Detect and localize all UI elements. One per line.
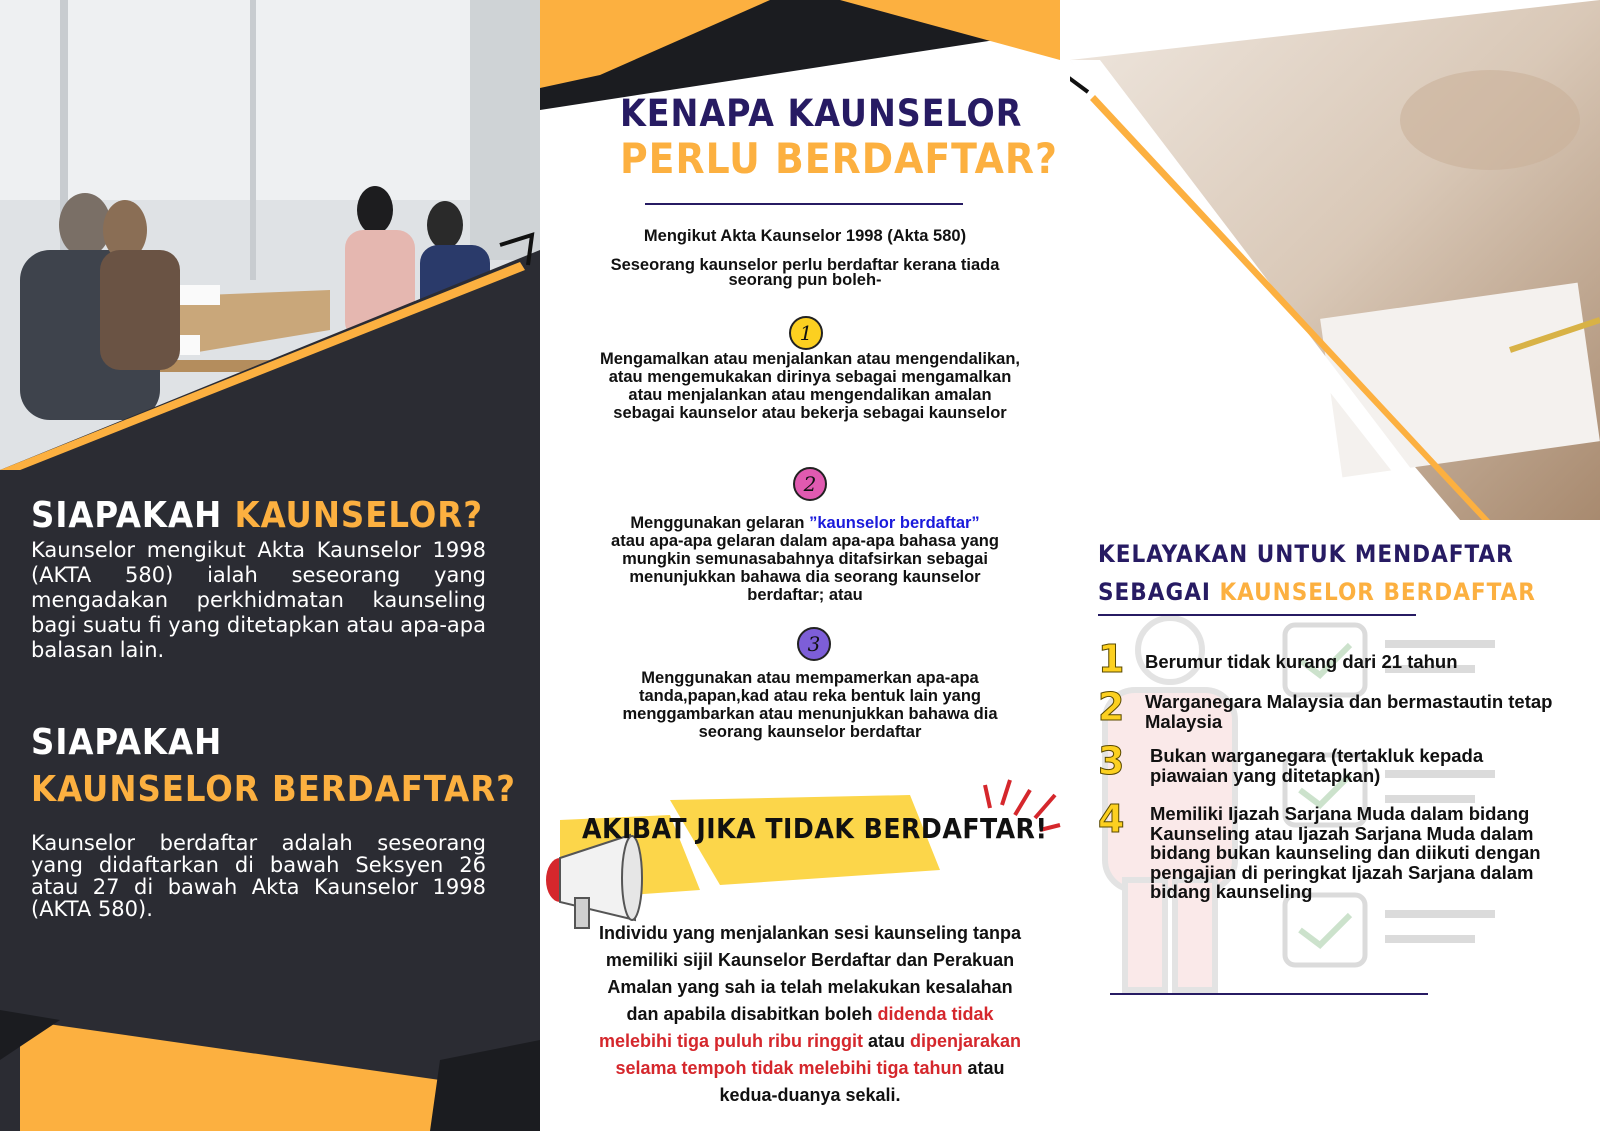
- qualification-title-line1: KELAYAKAN UNTUK MENDAFTAR: [1098, 540, 1514, 568]
- consequence-text: Individu yang menjalankan sesi kaunseling tanpa memiliki sijil Kaunselor Berdaftar dan Perakuan Amalan yang sah ia telah melakukan kesalahan dan apabila disabitkan boleh didenda tidak melebihi tiga puluh ribu ringgit atau dipenjarakan selama tempoh tidak melebihi tiga tahun atau kedua-duanya sekali.: [598, 923, 1022, 1105]
- title-underline: [645, 203, 963, 205]
- fine-text: didenda tidak melebihi tiga puluh ribu ringgit: [598, 1004, 994, 1051]
- reason-2-text: Menggunakan gelaran ”kaunselor berdaftar” atau apa-apa gelaran dalam apa-apa bahasa yang mungkin semunasabahnya ditafsirkan sebagai menunjukkan bahawa dia seorang kaunselor berdaftar; atau: [611, 514, 999, 604]
- badge-1: 1: [789, 316, 823, 350]
- counseling-photo: [0, 0, 540, 470]
- bottom-decoration: [0, 1000, 540, 1131]
- title-perlu-berdaftar: PERLU BERDAFTAR?: [620, 134, 1058, 183]
- consequence-title: AKIBAT JIKA TIDAK BERDAFTAR!: [582, 812, 1048, 845]
- heading-siapakah-kaunselor: SIAPAKAH KAUNSELOR?: [31, 495, 484, 536]
- qualification-3-text: Bukan warganegara (tertakluk kepada piawaian yang ditetapkan): [1150, 745, 1484, 786]
- paragraph-siapakah-kaunselor: Kaunselor mengikut Akta Kaunselor 1998 (AKTA 580) ialah seseorang yang mengadakan perkhidmatan kaunseling bagi suatu fi yang ditetapkan atau apa-apa balasan lain.: [31, 538, 486, 662]
- jail-text: dipenjarakan selama tempoh tidak melebihi tiga tahun: [615, 1031, 1022, 1078]
- badge-3: 3: [797, 627, 831, 661]
- reason-3-text: Menggunakan atau mempamerkan apa-apa tanda,papan,kad atau reka bentuk lain yang menggambarkan atau menunjukkan bahawa dia seorang kaunselor berdaftar: [622, 669, 998, 741]
- left-panel: [0, 0, 540, 1131]
- qualification-bottom-line: [1110, 993, 1428, 995]
- reason-1-text: Mengamalkan atau menjalankan atau mengendalikan, atau mengemukakan dirinya sebagai mengamalkan atau menjalankan atau mengendalikan amalan sebagai kaunselor atau bekerja sebagai kaunselor: [600, 350, 1020, 422]
- paragraph-kaunselor-berdaftar: Kaunselor berdaftar adalah seseorang yang didaftarkan di bawah Seksyen 26 atau 27 di bawah Akta Kaunselor 1998 (AKTA 580).: [31, 831, 486, 921]
- badge-2: 2: [793, 467, 827, 501]
- qualification-num-3: 3: [1098, 739, 1125, 783]
- qualification-underline: [1098, 614, 1416, 616]
- consequence-banner: [540, 760, 1070, 940]
- right-photo: [1070, 0, 1600, 520]
- qualification-2-text: Warganegara Malaysia dan bermastautin tetap Malaysia: [1145, 691, 1553, 732]
- heading-siapakah-2: SIAPAKAH: [31, 722, 223, 763]
- qualification-num-2: 2: [1098, 685, 1125, 729]
- qualification-4-text: Memiliki Ijazah Sarjana Muda dalam bidang Kaunseling atau Ijazah Sarjana Muda dalam bidang bukan kaunseling dan diikuti dengan pengajian di peringkat Ijazah Sarjana dalam bidang kaunseling: [1150, 803, 1541, 902]
- heading-kaunselor-berdaftar: KAUNSELOR BERDAFTAR?: [31, 769, 516, 810]
- qualification-num-4: 4: [1098, 797, 1125, 841]
- act-reference: Mengikut Akta Kaunselor 1998 (Akta 580): [643, 227, 967, 245]
- highlight-kaunselor-berdaftar: ”kaunselor berdaftar”: [809, 514, 980, 532]
- intro-text: Seseorang kaunselor perlu berdaftar kerana tiada seorang pun boleh-: [610, 256, 1000, 289]
- qualification-1-text: Berumur tidak kurang dari 21 tahun: [1145, 651, 1458, 672]
- qualification-num-1: 1: [1098, 637, 1125, 681]
- qualification-title-line2: SEBAGAI KAUNSELOR BERDAFTAR: [1098, 578, 1536, 606]
- title-kenapa-kaunselor: KENAPA KAUNSELOR: [620, 92, 1023, 135]
